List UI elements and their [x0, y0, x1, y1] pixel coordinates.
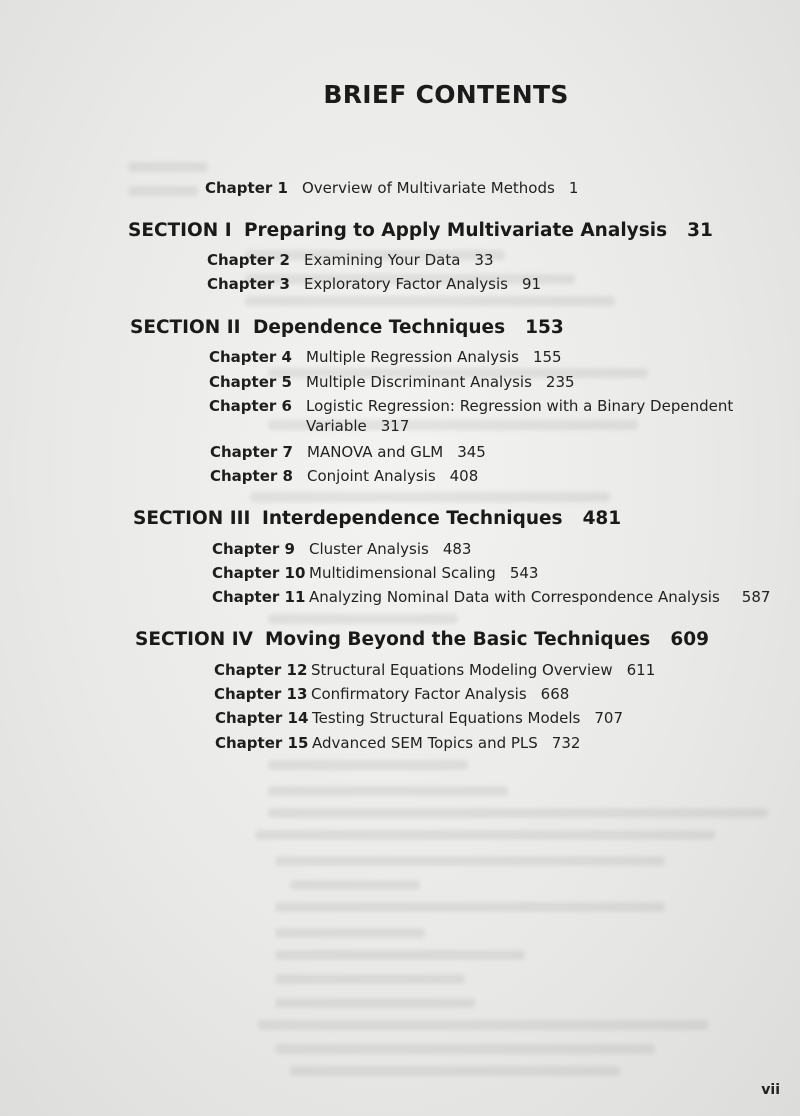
- chapter-title: Multidimensional Scaling: [309, 564, 496, 582]
- chapter-page: 408: [449, 467, 479, 485]
- chapter-title: Analyzing Nominal Data with Correspondence Analysis: [309, 588, 720, 606]
- chapter-title: Structural Equations Modeling Overview: [311, 661, 613, 679]
- chapter-page: 91: [521, 275, 542, 293]
- chapter-label: Chapter 11: [212, 588, 306, 606]
- section-page: 481: [582, 508, 622, 529]
- chapter-page: 587: [741, 588, 771, 606]
- chapter-label: Chapter 4: [209, 348, 292, 366]
- chapter-label: Chapter 1: [205, 179, 288, 197]
- chapter-page: 155: [532, 348, 562, 366]
- toc-section-1[interactable]: [128, 218, 713, 244]
- section-title: Interdependence Techniques: [262, 508, 563, 529]
- chapter-page: 483: [442, 540, 472, 558]
- chapter-title: Multiple Regression Analysis: [306, 348, 519, 366]
- chapter-label: Chapter 10: [212, 564, 306, 582]
- chapter-title-continued: Variable: [306, 417, 367, 435]
- chapter-label: Chapter 3: [207, 275, 290, 293]
- section-title: Moving Beyond the Basic Techniques: [265, 629, 651, 650]
- toc-chapter-6[interactable]: [209, 394, 733, 418]
- section-title: Preparing to Apply Multivariate Analysis: [244, 220, 668, 241]
- chapter-label: Chapter 7: [210, 443, 293, 461]
- toc-section-3[interactable]: [133, 506, 621, 532]
- chapter-page: 1: [568, 179, 579, 197]
- chapter-page: 611: [626, 661, 656, 679]
- toc-chapter-3[interactable]: [207, 272, 541, 296]
- chapter-label: Chapter 5: [209, 373, 292, 391]
- toc-chapter-10[interactable]: [212, 561, 538, 585]
- toc-chapter-12[interactable]: [214, 658, 655, 682]
- chapter-label: Chapter 12: [214, 661, 308, 679]
- chapter-label: Chapter 9: [212, 540, 295, 558]
- chapter-title: Examining Your Data: [304, 251, 461, 269]
- chapter-page: 543: [509, 564, 539, 582]
- chapter-title: Confirmatory Factor Analysis: [311, 685, 527, 703]
- chapter-title: Conjoint Analysis: [307, 467, 436, 485]
- chapter-title: Advanced SEM Topics and PLS: [312, 734, 538, 752]
- chapter-label: Chapter 14: [215, 709, 309, 727]
- chapter-label: Chapter 15: [215, 734, 309, 752]
- chapter-title: Testing Structural Equations Models: [312, 709, 581, 727]
- toc-section-2[interactable]: [130, 315, 564, 341]
- toc-chapter-9[interactable]: [212, 537, 471, 561]
- page-number: vii: [761, 1082, 780, 1098]
- chapter-page: 668: [540, 685, 570, 703]
- toc-section-4[interactable]: [135, 627, 709, 653]
- chapter-page: 732: [551, 734, 581, 752]
- chapter-title: Exploratory Factor Analysis: [304, 275, 508, 293]
- chapter-title: Cluster Analysis: [309, 540, 429, 558]
- chapter-page: 235: [545, 373, 575, 391]
- section-page: 609: [670, 629, 709, 650]
- toc-chapter-7[interactable]: [210, 440, 486, 464]
- section-label: SECTION II: [130, 317, 241, 338]
- chapter-page: 33: [474, 251, 494, 269]
- chapter-title: Overview of Multivariate Methods: [302, 179, 555, 197]
- toc-chapter-6-continued[interactable]: [306, 414, 409, 438]
- chapter-title: Logistic Regression: Regression with a Binary Dependent: [306, 397, 734, 415]
- toc-chapter-11[interactable]: [212, 585, 770, 609]
- chapter-label: Chapter 8: [210, 467, 293, 485]
- section-page: 153: [525, 317, 564, 338]
- chapter-label: Chapter 13: [214, 685, 308, 703]
- chapter-title: Multiple Discriminant Analysis: [306, 373, 532, 391]
- section-label: SECTION IV: [135, 629, 253, 650]
- toc-chapter-2[interactable]: [207, 248, 494, 272]
- section-label: SECTION III: [133, 508, 251, 529]
- page-title: BRIEF CONTENTS: [323, 80, 569, 109]
- toc-chapter-15[interactable]: [215, 731, 580, 755]
- chapter-page: 317: [380, 417, 410, 435]
- toc-chapter-1[interactable]: [205, 176, 578, 200]
- chapter-label: Chapter 6: [209, 397, 292, 415]
- toc-chapter-13[interactable]: [214, 682, 569, 706]
- toc-chapter-14[interactable]: [215, 706, 623, 730]
- chapter-label: Chapter 2: [207, 251, 290, 269]
- chapter-page: 707: [594, 709, 624, 727]
- section-title: Dependence Techniques: [253, 317, 506, 338]
- toc-chapter-8[interactable]: [210, 464, 478, 488]
- chapter-page: 345: [457, 443, 486, 461]
- chapter-title: MANOVA and GLM: [307, 443, 444, 461]
- toc-chapter-5[interactable]: [209, 370, 575, 394]
- section-page: 31: [687, 220, 713, 241]
- toc-chapter-4[interactable]: [209, 345, 562, 369]
- section-label: SECTION I: [128, 220, 232, 241]
